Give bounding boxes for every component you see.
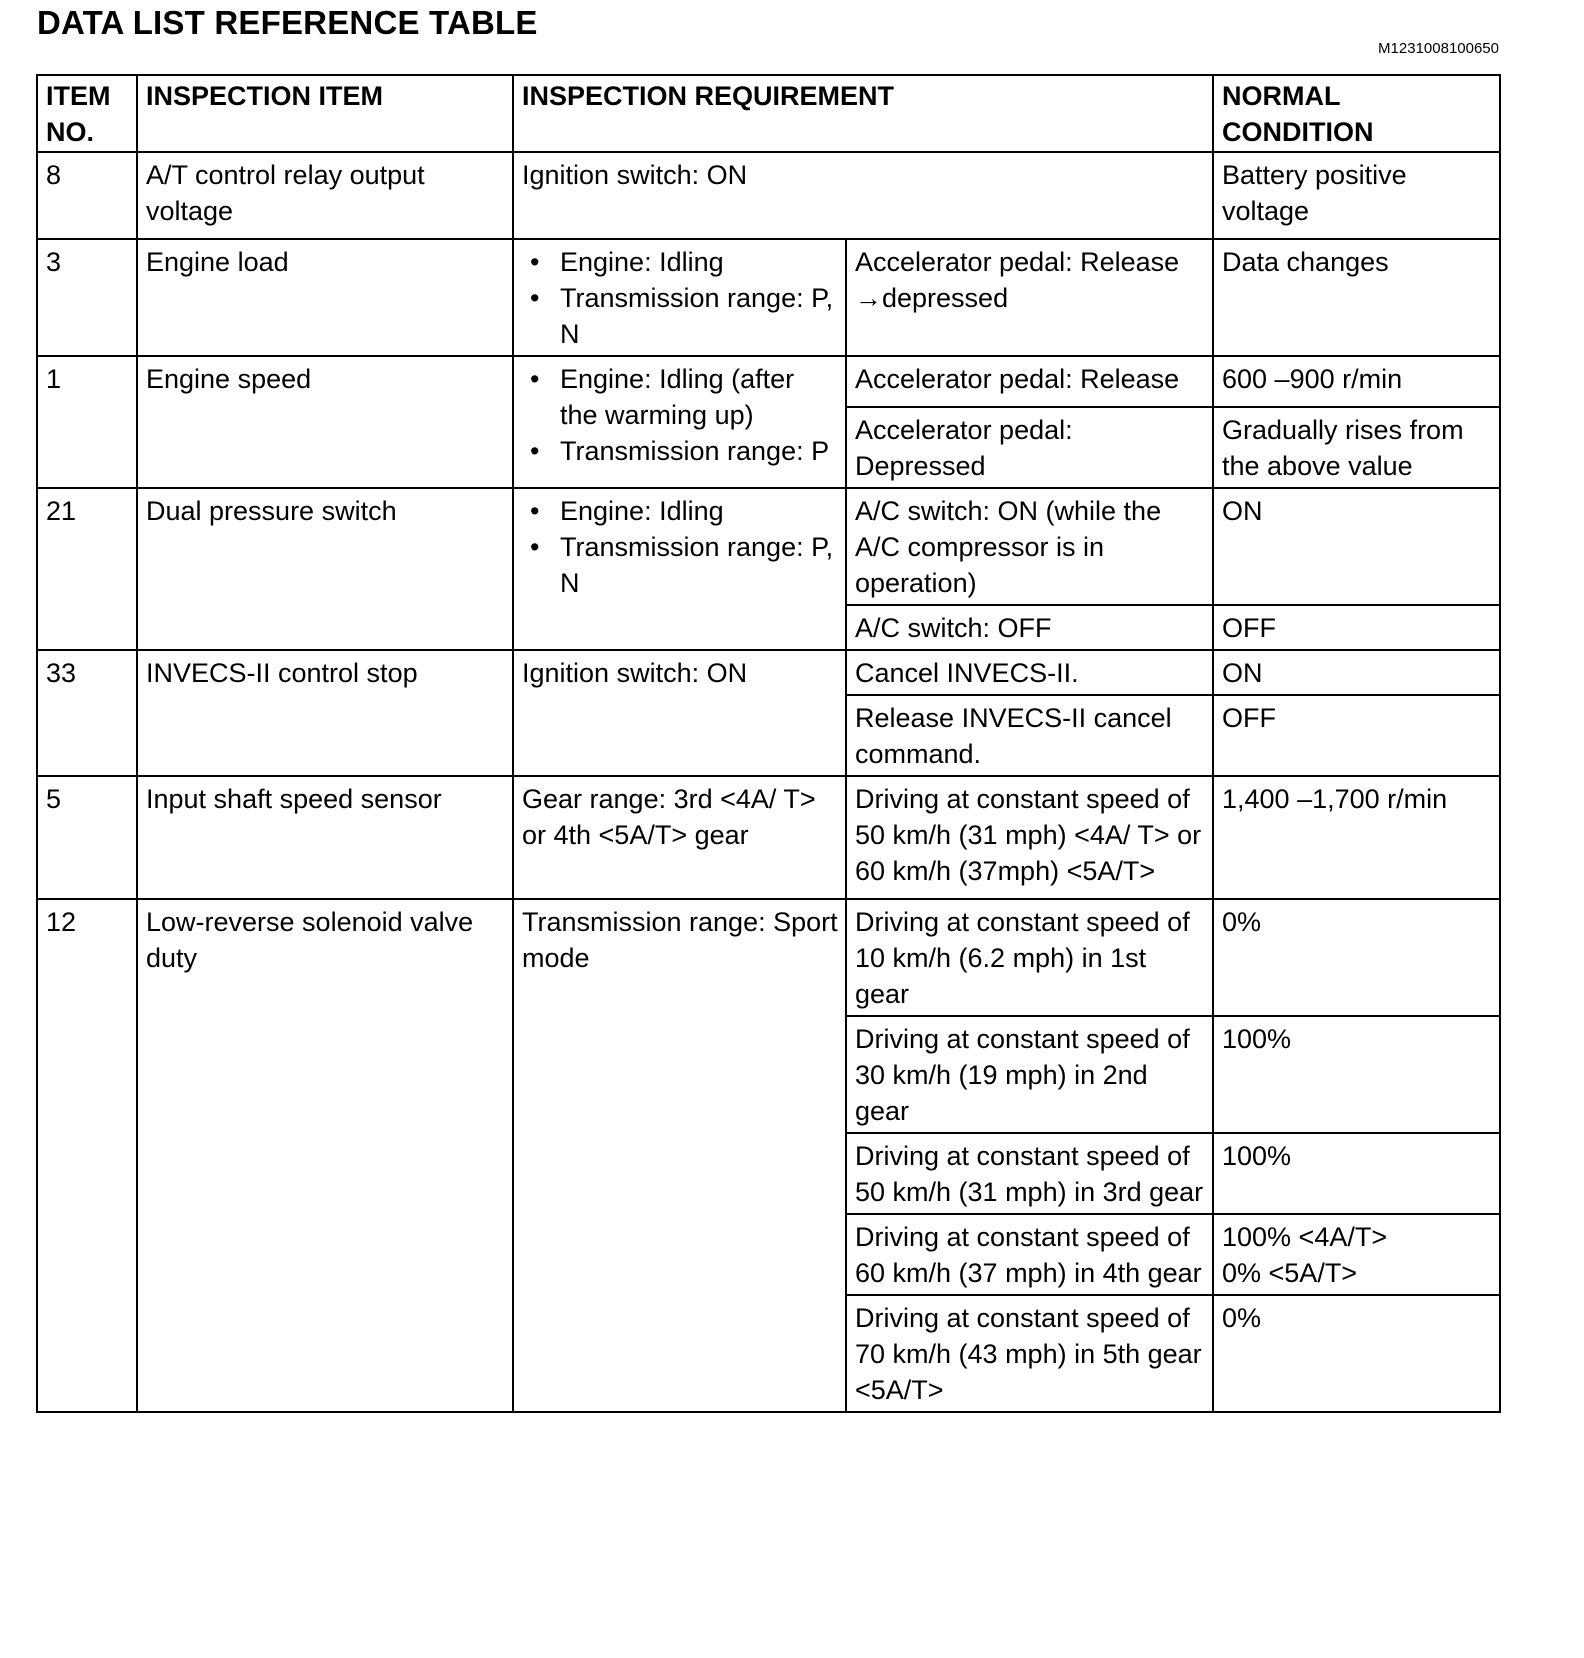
item-no-cell: 21 — [37, 488, 137, 650]
normal-condition-cell: ON — [1213, 488, 1500, 605]
condition-cell: Accelerator pedal: Release — [846, 356, 1213, 407]
requirement-bullet: • Transmission range: P, N — [560, 529, 839, 601]
requirement-bullet-list — [522, 493, 839, 601]
requirement-bullet: • Transmission range: P — [560, 433, 839, 469]
normal-condition-cell: Battery positive voltage — [1213, 152, 1500, 239]
inspection-item-cell: Low-reverse solenoid valve duty — [137, 899, 513, 1412]
item-no-cell: 33 — [37, 650, 137, 776]
normal-condition-cell: 0% — [1213, 1295, 1500, 1412]
item-no-cell: 12 — [37, 899, 137, 1412]
condition-cell: Driving at constant speed of 50 km/h (31 mph) <4A/ T> or 60 km/h (37mph) <5A/T> — [846, 776, 1213, 899]
inspection-item-cell: Dual pressure switch — [137, 488, 513, 650]
inspection-item-cell: Engine load — [137, 239, 513, 356]
condition-cell: Accelerator pedal: Depressed — [846, 407, 1213, 488]
requirement-bullet-list — [522, 361, 839, 469]
condition-cell: Driving at constant speed of 30 km/h (19 mph) in 2nd gear — [846, 1016, 1213, 1133]
header-normal-condition: NORMAL CONDITION — [1213, 75, 1500, 152]
normal-condition-cell: 600 –900 r/min — [1213, 356, 1500, 407]
normal-condition-cell: Gradually rises from the above value — [1213, 407, 1500, 488]
condition-cell: Driving at constant speed of 60 km/h (37 mph) in 4th gear — [846, 1214, 1213, 1295]
table-row — [37, 650, 1500, 695]
item-no-cell: 5 — [37, 776, 137, 899]
normal-condition-cell: ON — [1213, 650, 1500, 695]
table-row — [37, 488, 1500, 605]
requirement-bullet: • Engine: Idling (after the warming up) — [560, 361, 839, 433]
inspection-item-cell: Input shaft speed sensor — [137, 776, 513, 899]
requirement-bullet: • Engine: Idling — [560, 493, 839, 529]
normal-condition-cell: OFF — [1213, 605, 1500, 650]
data-list-reference-table — [36, 74, 1501, 1413]
normal-condition-cell: 100% <4A/T> 0% <5A/T> — [1213, 1214, 1500, 1295]
normal-condition-cell: OFF — [1213, 695, 1500, 776]
table-row — [37, 239, 1500, 356]
inspection-item-cell: Engine speed — [137, 356, 513, 488]
table-header-row — [37, 75, 1500, 152]
requirement-cell: Ignition switch: ON — [513, 152, 1213, 239]
header-item-no: ITEM NO. — [37, 75, 137, 152]
normal-condition-cell: 100% — [1213, 1016, 1500, 1133]
condition-cell: Release INVECS-II cancel command. — [846, 695, 1213, 776]
requirement-cell — [513, 356, 846, 488]
condition-cell: Driving at constant speed of 50 km/h (31 mph) in 3rd gear — [846, 1133, 1213, 1214]
normal-condition-cell: 0% — [1213, 899, 1500, 1016]
requirement-bullet-list — [522, 244, 839, 352]
normal-condition-cell: 100% — [1213, 1133, 1500, 1214]
requirement-cell — [513, 239, 846, 356]
condition-cell: Cancel INVECS-II. — [846, 650, 1213, 695]
table-row — [37, 776, 1500, 899]
condition-cell: Driving at constant speed of 70 km/h (43 mph) in 5th gear <5A/T> — [846, 1295, 1213, 1412]
requirement-cell: Ignition switch: ON — [513, 650, 846, 776]
requirement-cell: Transmission range: Sport mode — [513, 899, 846, 1412]
table-row — [37, 356, 1500, 407]
item-no-cell: 3 — [37, 239, 137, 356]
header-inspection-item: INSPECTION ITEM — [137, 75, 513, 152]
requirement-bullet: • Transmission range: P, N — [560, 280, 839, 352]
table-row — [37, 152, 1500, 239]
condition-cell: Accelerator pedal: Release →depressed — [846, 239, 1213, 356]
inspection-item-cell: A/T control relay output voltage — [137, 152, 513, 239]
table-row — [37, 899, 1500, 1016]
header-inspection-requirement: INSPECTION REQUIREMENT — [513, 75, 1213, 152]
normal-condition-cell: 1,400 –1,700 r/min — [1213, 776, 1500, 899]
document-id: M1231008100650 — [1378, 40, 1499, 57]
inspection-item-cell: INVECS-II control stop — [137, 650, 513, 776]
requirement-bullet: • Engine: Idling — [560, 244, 839, 280]
condition-cell: A/C switch: ON (while the A/C compressor is in operation) — [846, 488, 1213, 605]
requirement-cell — [513, 488, 846, 650]
condition-cell: Driving at constant speed of 10 km/h (6.2 mph) in 1st gear — [846, 899, 1213, 1016]
page-title: DATA LIST REFERENCE TABLE — [37, 4, 538, 41]
requirement-cell: Gear range: 3rd <4A/ T> or 4th <5A/T> gear — [513, 776, 846, 899]
condition-cell: A/C switch: OFF — [846, 605, 1213, 650]
item-no-cell: 8 — [37, 152, 137, 239]
item-no-cell: 1 — [37, 356, 137, 488]
normal-condition-cell: Data changes — [1213, 239, 1500, 356]
